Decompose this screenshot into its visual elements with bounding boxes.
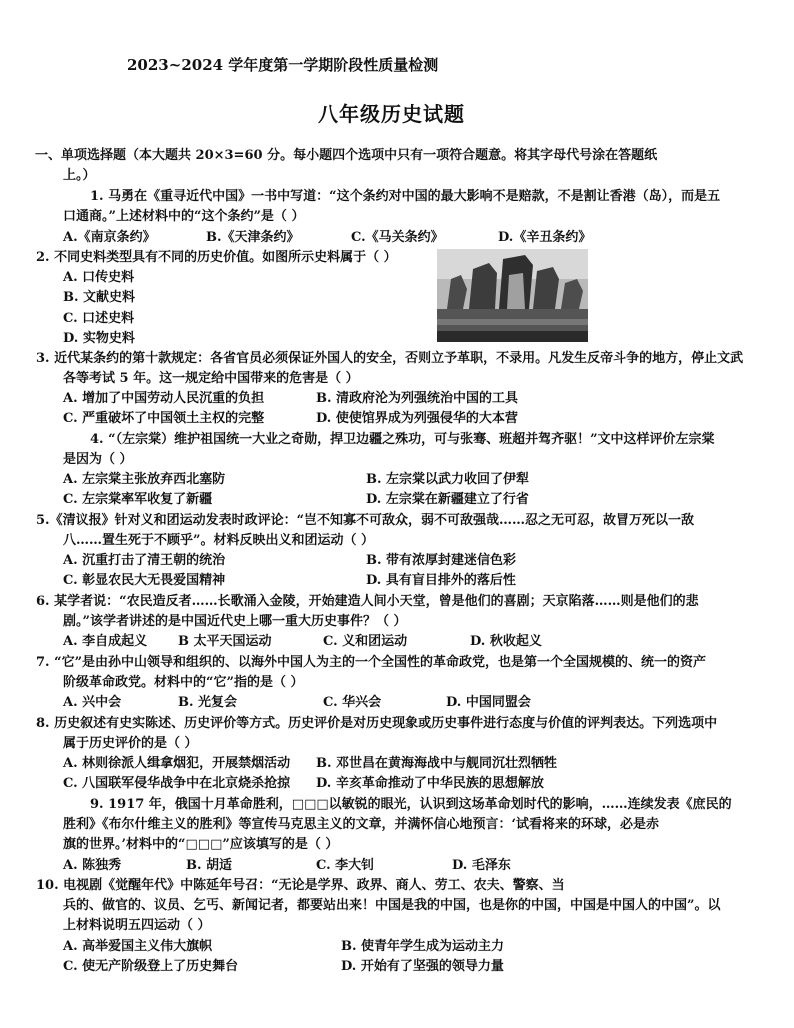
question-8-option-d: D. 辛亥革命推动了中华民族的思想解放 — [316, 776, 544, 791]
question-4-option-d: D. 左宗棠在新疆建立了行省 — [366, 492, 529, 507]
question-7-option-b: B. 光复会 — [178, 695, 238, 710]
question-7-option-d: D. 中国同盟会 — [446, 695, 531, 710]
question-10-option-d: D. 开始有了坚强的领导力量 — [341, 959, 504, 974]
question-6-option-d: D. 秋收起义 — [470, 634, 542, 649]
question-8-stem-cont: 属于历史评价的是（ ） — [63, 736, 198, 751]
question-2-stem: 2. 不同史料类型具有不同的历史价值。如图所示史料属于（ ） — [36, 250, 397, 265]
section-instruction: 一、单项选择题（本大题共 20×3=60 分。每小题四个选项中只有一项符合题意。将其字母代号涂在答题纸 — [35, 148, 658, 163]
question-2-option-c: C. 口述史料 — [63, 311, 135, 326]
question-7-stem-cont: 阶级革命政党。材料中的“它”指的是（ ） — [63, 675, 304, 690]
question-4-stem: 4. “（左宗棠）维护祖国统一大业之奇勋，捍卫边疆之殊功，可与张骞、班超并驾齐驱！”文中这样评价左宗棠 — [90, 432, 715, 447]
question-2-option-a: A. 口传史料 — [63, 270, 135, 285]
question-6-stem-cont: 剧。”该学者讲述的是中国近代史上哪一重大历史事件？（ ） — [63, 614, 407, 629]
question-5-option-c: C. 彰显农民大无畏爱国精神 — [63, 573, 226, 588]
exam-header: 2023~2024 学年度第一学期阶段性质量检测 — [127, 56, 439, 74]
question-5-option-d: D. 具有盲目排外的落后性 — [366, 573, 516, 588]
question-1-stem: 1. 马勇在《重寻近代中国》一书中写道：“这个条约对中国的最大影响不是赔款，不是割让香港（岛），而是五 — [90, 189, 721, 204]
question-5-stem: 5.《清议报》针对义和团运动发表时政评论：“岂不知寡不可敌众，弱不可敌强哉……忍之无可忍，故冒万死以一敌 — [36, 513, 695, 528]
question-7-stem: 7. “它”是由孙中山领导和组织的、以海外中国人为主的一个全国性的革命政党，也是第一个全国规模的、统一的资产 — [36, 655, 707, 670]
question-10-option-c: C. 使无产阶级登上了历史舞台 — [63, 959, 239, 974]
question-3-option-b: B. 清政府沦为列强统治中国的工具 — [316, 391, 519, 406]
question-8-option-b: B. 邓世昌在黄海海战中与舰同沉壮烈牺牲 — [316, 756, 558, 771]
question-7-option-c: C. 华兴会 — [323, 695, 382, 710]
question-6-stem: 6. 某学者说：“农民造反者……长歌涌入金陵，开始建造人间小天堂，曾是他们的喜剧；天京陷落……则是他们的悲 — [36, 594, 699, 609]
question-2-option-b: B. 文献史料 — [63, 290, 136, 305]
question-3-option-c: C. 严重破坏了中国领土主权的完整 — [63, 411, 265, 426]
question-1-stem-cont: 口通商。”上述材料中的“这个条约”是（ ） — [63, 209, 305, 224]
exam-title: 八年级历史试题 — [318, 102, 465, 126]
question-5-stem-cont: 八……置生死于不顾乎”。材料反映出义和团运动（ ） — [63, 533, 375, 548]
question-3-option-d: D. 使使馆界成为列强侵华的大本营 — [316, 411, 518, 426]
question-6-option-c: C. 义和团运动 — [323, 634, 408, 649]
question-5-option-b: B. 带有浓厚封建迷信色彩 — [366, 553, 517, 568]
question-1-option-d: D.《辛丑条约》 — [498, 230, 592, 245]
question-10-stem-cont-2: 上材料说明五四运动（ ） — [63, 918, 211, 933]
question-10-stem-cont: 兵的、做官的、议员、乞丐、新闻记者，都要站出来！中国是我的中国，也是你的中国，中国是中国人的中国”。以 — [63, 898, 721, 913]
question-5-option-a: A. 沉重打击了清王朝的统治 — [63, 553, 226, 568]
question-8-stem: 8. 历史叙述有史实陈述、历史评价等方式。历史评价是对历史现象或历史事件进行态度与价值的评判表达。下列选项中 — [36, 716, 718, 731]
question-9-option-c: C. 李大钊 — [316, 858, 375, 873]
question-9-option-a: A. 陈独秀 — [63, 858, 122, 873]
question-10-option-b: B. 使青年学生成为运动主力 — [341, 939, 505, 954]
question-8-option-c: C. 八国联军侵华战争中在北京烧杀抢掠 — [63, 776, 291, 791]
question-9-option-b: B. 胡适 — [186, 858, 233, 873]
question-4-stem-cont: 是因为（ ） — [63, 452, 133, 467]
question-6-option-a: A. 李自成起义 — [63, 634, 148, 649]
question-6-option-b: B 太平天国运动 — [178, 634, 272, 649]
question-10-stem: 10. 电视剧《觉醒年代》中陈延年号召：“无论是学界、政界、商人、劳工、农夫、警察、当 — [36, 878, 565, 893]
question-3-stem: 3. 近代某条约的第十款规定：各省官员必须保证外国人的安全，否则立予革职，不录用。凡发生反帝斗争的地方，停止文武 — [36, 351, 744, 366]
question-9-stem: 9. 1917 年，俄国十月革命胜利，□□□以敏锐的眼光，认识到这场革命划时代的影响，……连续发表《庶民的 — [90, 797, 732, 812]
question-9-stem-cont: 胜利》《布尔什维主义的胜利》等宣传马克思主义的文章，并满怀信心地预言：‘试看将来的环球，必是赤 — [63, 817, 660, 832]
question-3-stem-cont: 各等考试 5 年。这一规定给中国带来的危害是（ ） — [63, 371, 359, 386]
question-2-option-d: D. 实物史料 — [63, 331, 135, 346]
question-9-option-d: D. 毛泽东 — [452, 858, 511, 873]
question-4-option-c: C. 左宗棠率军收复了新疆 — [63, 492, 213, 507]
question-1-option-a: A.《南京条约》 — [63, 230, 156, 245]
question-10-option-a: A. 高举爱国主义伟大旗帜 — [63, 939, 213, 954]
question-1-option-c: C.《马关条约》 — [351, 230, 444, 245]
ruins-photo — [437, 249, 588, 342]
question-7-option-a: A. 兴中会 — [63, 695, 122, 710]
question-8-option-a: A. 林则徐派人缉拿烟犯，开展禁烟活动 — [63, 756, 291, 771]
question-9-stem-cont-2: 旗的世界。’材料中的“□□□”应该填写的是（ ） — [63, 837, 339, 852]
question-1-option-b: B.《天津条约》 — [206, 230, 300, 245]
section-instruction-cont: 上。） — [63, 168, 96, 183]
question-4-option-a: A. 左宗棠主张放弃西北塞防 — [63, 472, 226, 487]
question-4-option-b: B. 左宗棠以武力收回了伊犁 — [366, 472, 530, 487]
question-3-option-a: A. 增加了中国劳动人民沉重的负担 — [63, 391, 265, 406]
ruins-illustration — [437, 249, 588, 342]
